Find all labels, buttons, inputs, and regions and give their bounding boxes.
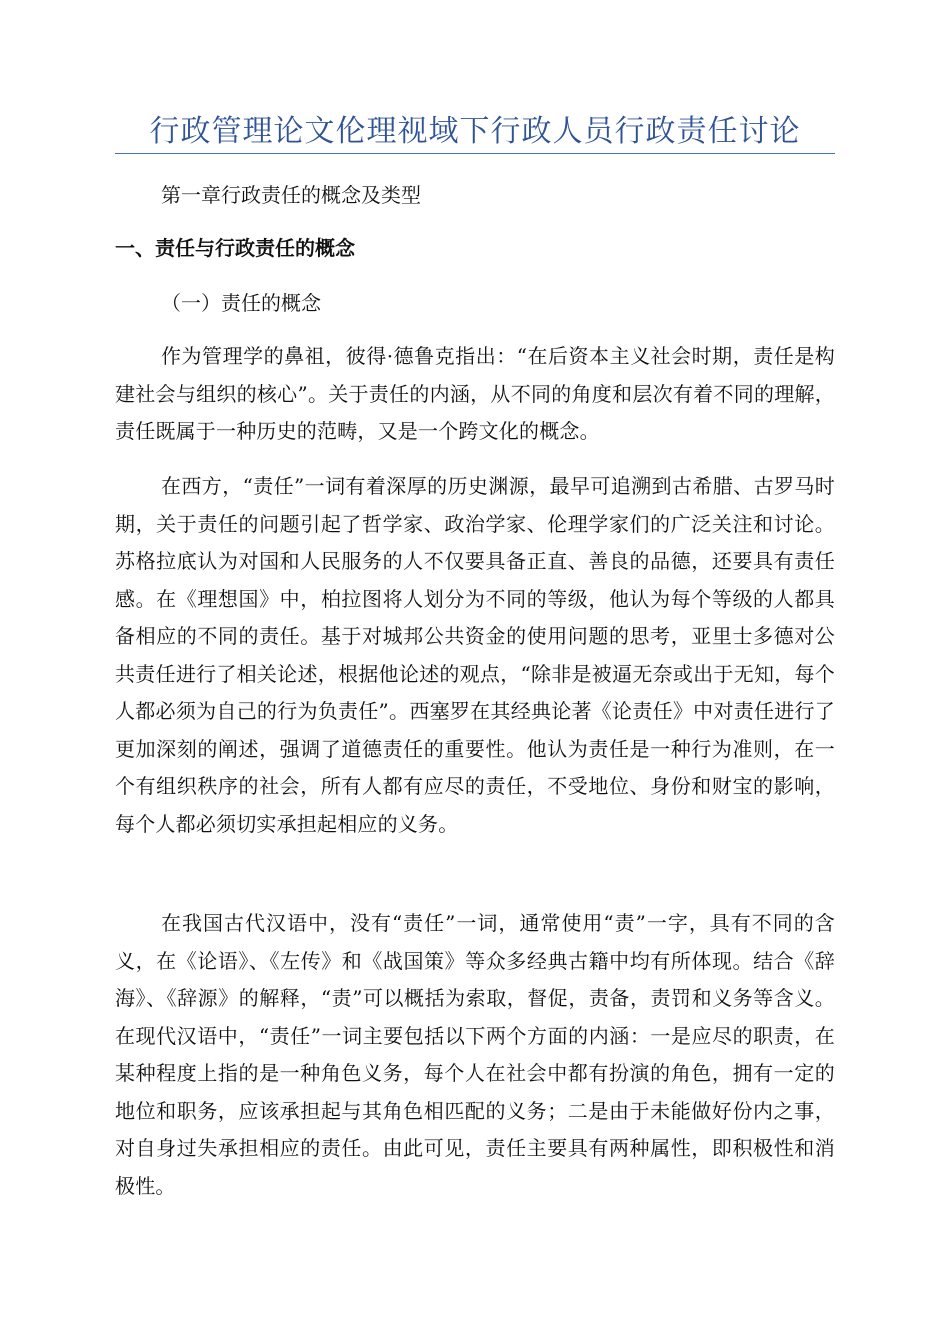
title-underline <box>115 153 835 154</box>
section-heading: 一、责任与行政责任的概念 <box>115 236 355 260</box>
subsection-heading: （一）责任的概念 <box>161 291 321 315</box>
body-paragraph: 作为管理学的鼻祖，彼得·德鲁克指出：“在后资本主义社会时期，责任是构建社会与组织的核心”。关于责任的内涵，从不同的角度和层次有着不同的理解，责任既属于一种历史的范畴，又是一个跨文化的概念。 <box>115 344 835 443</box>
body-paragraph: 在西方，“责任”一词有着深厚的历史渊源，最早可追溯到古希腊、古罗马时期，关于责任的问题引起了哲学家、政治学家、伦理学家们的广泛关注和讨论。苏格拉底认为对国和人民服务的人不仅要具备正直、善良的品德，还要具有责任感。在《理想国》中，柏拉图将人划分为不同的等级，他认为每个等级的人都具备相应的不同的责任。基于对城邦公共资金的使用问题的思考，亚里士多德对公共责任进行了相关论述，根据他论述的观点，“除非是被逼无奈或出于无知，每个人都必须为自己的行为负责任”。西塞罗在其经典论著《论责任》中对责任进行了更加深刻的阐述，强调了道德责任的重要性。他认为责任是一种行为准则，在一个有组织秩序的社会，所有人都有应尽的责任，不受地位、身份和财宝的影响，每个人都必须切实承担起相应的义务。 <box>115 474 835 836</box>
chapter-heading: 第一章行政责任的概念及类型 <box>161 183 421 207</box>
body-paragraph: 在我国古代汉语中，没有“责任”一词，通常使用“责”一字，具有不同的含义，在《论语》、《左传》和《战国策》等众多经典古籍中均有所体现。结合《辞海》、《辞源》的解释，“责”可以概括为索取，督促，责备，责罚和义务等含义。在现代汉语中，“责任”一词主要包括以下两个方面的内涵：一是应尽的职责，在某种程度上指的是一种角色义务，每个人在社会中都有扮演的角色，拥有一定的地位和职务，应该承担起与其角色相匹配的义务；二是由于未能做好份内之事，对自身过失承担相应的责任。由此可见，责任主要具有两种属性，即积极性和消极性。 <box>115 911 835 1198</box>
document-title: 行政管理论文伦理视域下行政人员行政责任讨论 <box>149 114 801 149</box>
